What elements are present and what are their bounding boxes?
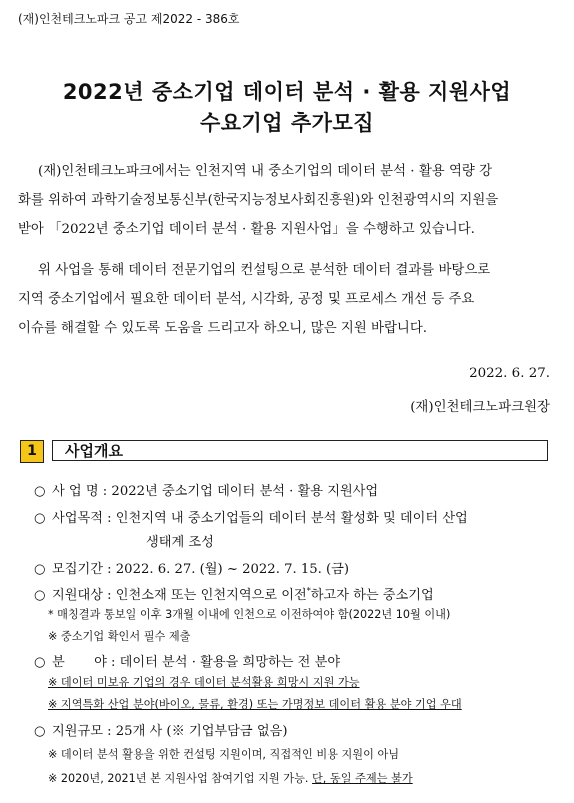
intro-p1-line1: (재)인천테크노파크에서는 인천지역 내 중소기업의 데이터 분석 · 활용 역량 강 [38,164,493,179]
intro-p1-line2: 화를 위하여 과학기술정보통신부(한국지능정보사회진흥원)와 인천광역시의 지원을 [18,193,499,208]
overview-target-item [34,584,554,603]
overview-name: 사 업 명 : 2022년 중소기업 데이터 분석 · 활용 지원사업 [52,484,379,499]
overview-scale-item [34,720,554,739]
target-note-2: ※ 중소기업 확인서 필수 제출 [48,630,191,643]
intro-paragraph-2 [18,256,558,343]
overview-field: 분 야 : 데이터 분석 · 활용을 희망하는 전 분야 [52,655,341,670]
intro-p1-line3: 받아 「2022년 중소기업 데이터 분석 · 활용 지원사업」을 수행하고 있습니다. [18,222,475,237]
overview-purpose-line1: 사업목적 : 인천지역 내 중소기업들의 데이터 분석 활성화 및 데이터 산업 [52,511,468,526]
scale-note-2 [48,770,413,786]
intro-p2-line2: 지역 중소기업에서 필요한 데이터 분석, 시각화, 공정 및 프로세스 개선 등 주요 [18,292,475,307]
notice-number: (재)인천테크노파크 공고 제2022 - 386호 [18,12,240,26]
circle-bullet-icon: ○ [34,562,46,577]
field-note-2: ※ 지역특화 산업 분야(바이오, 물류, 환경) 또는 가명정보 데이터 활용 분야 기업 우대 [48,698,462,711]
intro-p2-line1: 위 사업을 통해 데이터 전문기업의 컨설팅으로 분석한 데이터 결과를 바탕으로 [38,263,491,278]
overview-field-item [34,651,554,670]
circle-bullet-icon: ○ [34,724,46,739]
overview-name-item [34,480,554,499]
overview-period-item [34,558,554,577]
overview-scale: 지원규모 : 25개 사 (※ 기업부담금 없음) [52,724,288,739]
circle-bullet-icon: ○ [34,484,46,499]
intro-p2-line3: 이슈를 해결할 수 있도록 도움을 드리고자 하오니, 많은 지원 바랍니다. [18,321,428,336]
overview-target-post: 하고자 하는 중소기업 [310,588,434,603]
notice-date: 2022. 6. 27. [469,366,550,381]
overview-period: 모집기간 : 2022. 6. 27. (월) ~ 2022. 7. 15. (금) [52,562,350,577]
intro-paragraph-1 [18,157,558,244]
document-title-line1: 2022년 중소기업 데이터 분석 · 활용 지원사업 [62,80,512,104]
target-note-1: * 매칭결과 통보일 이후 3개월 이내에 인천으로 이전하여야 함(2022년 10월 이내) [48,608,451,621]
field-note-1: ※ 데이터 미보유 기업의 경우 데이터 분석활용 희망시 지원 가능 [48,676,360,689]
circle-bullet-icon: ○ [34,511,46,526]
circle-bullet-icon: ○ [34,588,46,603]
section-number-badge: 1 [20,440,44,463]
scale-note-2-underlined: 단, 동일 주제는 불가 [312,772,413,785]
overview-purpose-line2: 생태계 조성 [146,535,214,550]
overview-target-sup: * [306,586,311,596]
scale-note-2-text: ※ 2020년, 2021년 본 지원사업 참여기업 지원 가능. [48,772,312,785]
section-title: 사업개요 [52,440,548,461]
notice-signer: (재)인천테크노파크원장 [410,400,550,415]
document-title-line2: 수요기업 추가모집 [199,111,375,135]
circle-bullet-icon: ○ [34,655,46,670]
overview-purpose-item [34,507,554,526]
scale-note-1: ※ 데이터 분석 활용을 위한 컨설팅 지원이며, 직접적인 비용 지원이 아님 [48,748,400,761]
overview-target-pre: 지원대상 : 인천소재 또는 인천지역으로 이전 [52,588,307,603]
section-header [20,440,548,463]
